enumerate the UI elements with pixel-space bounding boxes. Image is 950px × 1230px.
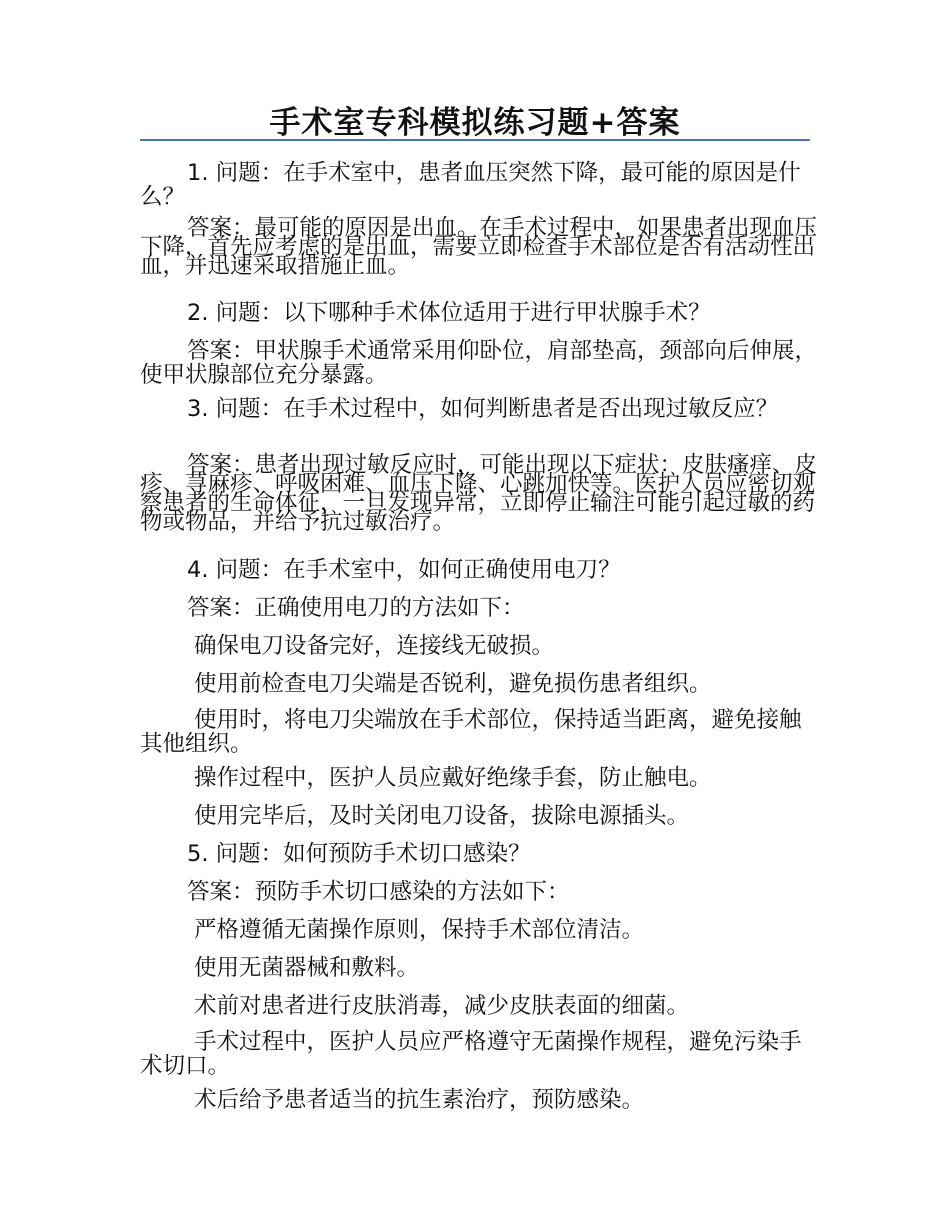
answer-4-item-5: 使用完毕后，及时关闭电刀设备，拔除电源插头。 <box>194 803 690 829</box>
answer-5-item-3: 术前对患者进行皮肤消毒，减少皮肤表面的细菌。 <box>194 993 690 1019</box>
question-1: 1. 问题：在手术室中，患者血压突然下降，最可能的原因是什么？ <box>140 160 801 210</box>
answer-2: 答案：甲状腺手术通常采用仰卧位，肩部垫高，颈部向后伸展，使甲状腺部位充分暴露。 <box>140 338 818 388</box>
answer-4-item-3: 使用时，将电刀尖端放在手术部位，保持适当距离，避免接触其他组织。 <box>140 707 802 757</box>
answer-1: 答案：最可能的原因是出血。在手术过程中，如果患者出现血压下降，首先应考虑的是出血，需要立即检查手术部位是否有活动性出血，并迅速采取措施止血。 <box>140 215 818 279</box>
answer-4-item-4: 操作过程中，医护人员应戴好绝缘手套，防止触电。 <box>194 765 712 791</box>
answer-5-item-1: 严格遵循无菌操作原则，保持手术部位清洁。 <box>194 917 645 943</box>
question-4: 4. 问题：在手术室中，如何正确使用电刀？ <box>187 557 621 583</box>
answer-4-item-1: 确保电刀设备完好，连接线无破损。 <box>194 633 555 659</box>
page-title: 手术室专科模拟练习题+答案 <box>269 105 681 141</box>
question-3: 3. 问题：在手术过程中，如何判断患者是否出现过敏反应？ <box>187 396 779 422</box>
answer-5: 答案：预防手术切口感染的方法如下： <box>187 879 570 905</box>
answer-3: 答案：患者出现过敏反应时，可能出现以下症状：皮肤瘙痒、皮疹、荨麻疹、呼吸困难、血压下降、心跳加快等。医护人员应密切观察患者的生命体征，一旦发现异常，立即停止输注可能引起过敏的药物或物品，并给予抗过敏治疗。 <box>140 452 818 535</box>
answer-4-item-2: 使用前检查电刀尖端是否锐利，避免损伤患者组织。 <box>194 671 712 697</box>
question-5: 5. 问题：如何预防手术切口感染？ <box>187 841 531 867</box>
title-underline <box>140 139 810 141</box>
answer-4: 答案：正确使用电刀的方法如下： <box>187 595 525 621</box>
answer-5-item-5: 术后给予患者适当的抗生素治疗，预防感染。 <box>194 1087 645 1113</box>
question-2: 2. 问题：以下哪种手术体位适用于进行甲状腺手术？ <box>187 300 711 326</box>
answer-5-item-2: 使用无菌器械和敷料。 <box>194 955 420 981</box>
answer-5-item-4: 手术过程中，医护人员应严格遵守无菌操作规程，避免污染手术切口。 <box>140 1029 802 1079</box>
